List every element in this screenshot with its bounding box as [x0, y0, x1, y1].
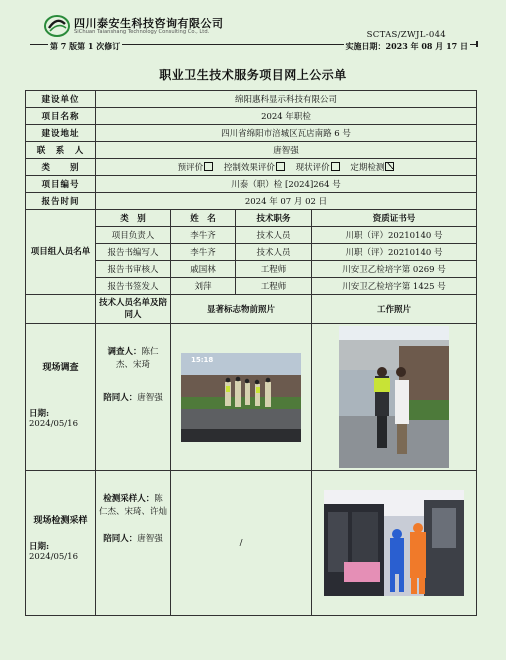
photos-header-blank: [26, 295, 96, 324]
sampling-date-label: 日期:: [29, 542, 50, 552]
company-name-en: SiChuan Taianshang Technology Consulting Co., Ltd.: [74, 29, 210, 35]
member-title: 技术人员: [236, 227, 312, 244]
sampling-landmark-cell: /: [171, 471, 312, 616]
label-address: 建设地址: [26, 125, 96, 142]
label-team: 项目组人员名单: [26, 210, 96, 295]
samplers-names: 陈仁杰、宋琦、许灿: [99, 494, 168, 517]
value-project-number: 川泰（职）检 [2024]264 号: [96, 176, 477, 193]
team-header-row: [26, 210, 477, 227]
value-address: 四川省绵阳市涪城区瓦店南路 6 号: [96, 125, 477, 142]
label-contact: 联 系 人: [26, 142, 96, 159]
survey-row: [26, 324, 477, 471]
header-divider-end: [476, 41, 478, 47]
sampling-escort-label: 陪同人：: [103, 534, 138, 544]
member-name: 李牛齐: [171, 227, 236, 244]
investigators-label: 调查人：: [107, 347, 142, 357]
photos-header-row: [26, 295, 477, 324]
sampling-staff-cell: [96, 471, 171, 616]
header-work-photo: 工作照片: [312, 295, 477, 324]
member-role: 报告书审核人: [96, 261, 171, 278]
photo-timestamp: 15:18: [191, 355, 214, 364]
row-construction-unit: [26, 91, 477, 108]
option-periodic-testing-label: 定期检测: [350, 163, 385, 173]
member-role: 报告书签发人: [96, 278, 171, 295]
survey-work-photo-cell: [312, 324, 477, 471]
sampling-work-photo: [324, 490, 464, 596]
member-role: 项目负责人: [96, 227, 171, 244]
member-title: 工程师: [236, 278, 312, 295]
value-construction-unit: 绵阳惠科显示科技有限公司: [96, 91, 477, 108]
landmark-photo-image: [181, 353, 301, 442]
team-header-category: 类 别: [96, 210, 171, 227]
control-effect-checkbox[interactable]: [276, 162, 285, 171]
document-number: SCTAS/ZWJL-044: [366, 30, 446, 40]
option-pre-evaluation: [178, 163, 214, 173]
member-name: 戚国林: [171, 261, 236, 278]
survey-date: 2024/05/16: [29, 419, 78, 429]
team-header-certificate: 资质证书号: [312, 210, 477, 227]
value-project-name: 2024 年职检: [96, 108, 477, 125]
sampling-title-cell: [26, 471, 96, 616]
sampling-work-photo-cell: [312, 471, 477, 616]
work-photo-image: [339, 326, 449, 468]
team-header-title: 技术职务: [236, 210, 312, 227]
option-status-evaluation: [296, 163, 340, 173]
company-logo: [44, 14, 264, 38]
member-certificate: 川安卫乙检培字第 0269 号: [312, 261, 477, 278]
sampling-escort-name: 唐智强: [137, 534, 163, 544]
sampling-title: 现场检测采样: [33, 516, 88, 526]
survey-staff-cell: [96, 324, 171, 471]
option-control-effect-label: 控制效果评价: [223, 163, 275, 173]
label-construction-unit: 建设单位: [26, 91, 96, 108]
sampling-photo-image: [324, 490, 464, 596]
label-project-name: 项目名称: [26, 108, 96, 125]
survey-work-photo: [339, 326, 449, 468]
survey-landmark-photo: [181, 353, 301, 442]
survey-title: 现场调查: [42, 363, 79, 373]
member-certificate: 川安卫乙检培字第 1425 号: [312, 278, 477, 295]
publicity-table: [25, 90, 477, 616]
option-status-evaluation-label: 现状评价: [295, 163, 330, 173]
member-certificate: 川职（评）20210140 号: [312, 244, 477, 261]
sampling-date: 2024/05/16: [29, 552, 78, 562]
survey-landmark-photo-cell: [171, 324, 312, 471]
member-name: 李牛齐: [171, 244, 236, 261]
member-certificate: 川职（评）20210140 号: [312, 227, 477, 244]
member-title: 工程师: [236, 261, 312, 278]
team-header-name: 姓 名: [171, 210, 236, 227]
survey-escort-label: 陪同人：: [103, 393, 138, 403]
samplers-label: 检测采样人：: [103, 494, 155, 504]
member-title: 技术人员: [236, 244, 312, 261]
document-header: [0, 0, 506, 62]
member-role: 报告书编写人: [96, 244, 171, 261]
option-control-effect: [224, 163, 285, 173]
version-text: 第 7 版第 1 次修订: [50, 41, 121, 51]
row-contact: [26, 142, 477, 159]
survey-date-label: 日期:: [29, 409, 50, 419]
pre-evaluation-checkbox[interactable]: [204, 162, 213, 171]
option-periodic-testing: [350, 163, 394, 173]
category-options: [96, 159, 477, 176]
member-name: 刘萍: [171, 278, 236, 295]
row-report-time: [26, 193, 477, 210]
header-landmark-photo: 显著标志物前照片: [171, 295, 312, 324]
page-title: 职业卫生技术服务项目网上公示单: [159, 68, 347, 82]
survey-title-cell: [26, 324, 96, 471]
implementation-date: 实施日期：2023 年 08 月 17 日: [345, 41, 468, 51]
value-report-time: 2024 年 07 月 02 日: [96, 193, 477, 210]
sampling-row: [26, 471, 477, 616]
investigators-names: 陈仁杰、宋琦: [115, 347, 159, 370]
periodic-testing-checkbox-checked[interactable]: [385, 162, 394, 171]
company-name-cn: 四川泰安生科技咨询有限公司: [74, 17, 224, 30]
row-address: [26, 125, 477, 142]
survey-escort-name: 唐智强: [137, 393, 163, 403]
row-category: [26, 159, 477, 176]
header-staff-list: 技术人员名单及陪同人: [96, 295, 171, 324]
company-logo-icon: [44, 14, 70, 38]
row-project-name: [26, 108, 477, 125]
row-project-number: [26, 176, 477, 193]
label-report-time: 报告时间: [26, 193, 96, 210]
status-evaluation-checkbox[interactable]: [331, 162, 340, 171]
option-pre-evaluation-label: 预评价: [177, 163, 204, 173]
value-contact: 唐智强: [96, 142, 477, 159]
label-category: 类 别: [26, 159, 96, 176]
label-project-number: 项目编号: [26, 176, 96, 193]
